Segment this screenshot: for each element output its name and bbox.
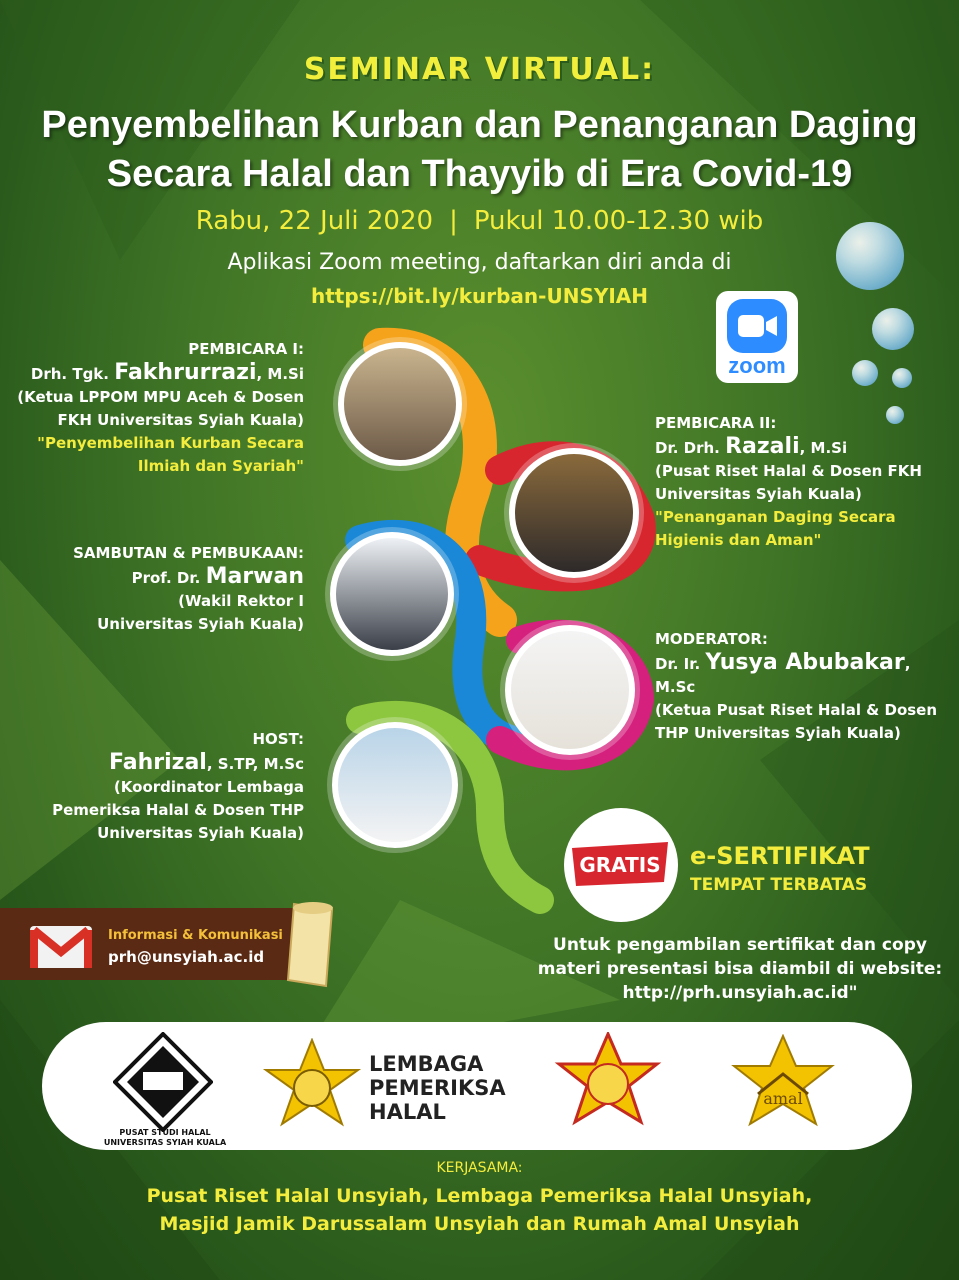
psh-line-1: PUSAT STUDI HALAL	[119, 1128, 211, 1137]
opening-name-text: Marwan	[205, 564, 304, 589]
lph-line-2: PEMERIKSA	[369, 1076, 506, 1100]
speaker1-portrait	[338, 342, 462, 466]
psh-line-2: UNIVERSITAS SYIAH KUALA	[103, 1138, 227, 1147]
gratis-ribbon-icon	[564, 808, 678, 922]
moderator-info	[655, 628, 955, 745]
date-separator: |	[449, 206, 458, 236]
moderator-name	[655, 651, 955, 699]
speaker2-suffix: , M.Si	[799, 439, 848, 457]
host-name	[0, 751, 304, 776]
gratis-text: GRATIS	[579, 853, 661, 877]
gratis-badge	[564, 808, 678, 922]
contact-label: Informasi & Komunikasi	[108, 928, 283, 943]
opening-label: SAMBUTAN & PEMBUKAAN:	[73, 544, 304, 562]
host-portrait	[332, 722, 458, 848]
gmail-icon	[30, 922, 92, 972]
lph-line-3: HALAL	[369, 1100, 446, 1124]
zoom-instruction: Aplikasi Zoom meeting, daftarkan diri anda di	[227, 250, 732, 275]
certificate-subtitle: TEMPAT TERBATAS	[690, 875, 868, 895]
speaker1-affiliation-1: (Ketua LPPOM MPU Aceh & Dosen	[17, 388, 304, 406]
speaker1-name	[0, 361, 304, 386]
opening-affiliation-2: Universitas Syiah Kuala)	[97, 615, 304, 633]
rumah-amal-logo	[728, 1034, 838, 1144]
event-date: Rabu, 22 Juli 2020	[195, 206, 434, 236]
certificate-note-3[interactable]: http://prh.unsyiah.ac.id"	[622, 983, 858, 1003]
opening-prefix: Prof. Dr.	[131, 569, 201, 587]
seminar-label: SEMINAR VIRTUAL:	[303, 52, 656, 87]
event-title-line-2: Secara Halal dan Thayyib di Era Covid-19	[106, 153, 853, 195]
moderator-affiliation-1: (Ketua Pusat Riset Halal & Dosen	[655, 701, 938, 719]
kerjasama-label: KERJASAMA:	[436, 1160, 523, 1176]
speaker1-topic-2: Ilmiah dan Syariah"	[137, 457, 304, 475]
pusat-studi-halal-text	[100, 1128, 230, 1148]
certificate-title: e-SERTIFIKAT	[690, 842, 870, 870]
unsyiah-lph-logo	[262, 1038, 362, 1138]
speaker1-name-text: Fakhrurrazi	[114, 360, 257, 385]
moderator-name-text: Yusya Abubakar	[705, 650, 905, 675]
moderator-affiliation-2: THP Universitas Syiah Kuala)	[655, 724, 901, 742]
host-affiliation-1: (Koordinator Lembaga	[113, 778, 304, 796]
host-name-text: Fahrizal	[109, 750, 207, 775]
rumah-amal-text: amal	[763, 1089, 803, 1108]
zoom-logo-text: zoom	[728, 353, 786, 378]
certificate-note-2: materi presentasi bisa diambil di website:	[537, 959, 943, 979]
kerjasama-line-2: Masjid Jamik Darussalam Unsyiah dan Rumah Amal Unsyiah	[159, 1213, 800, 1235]
speaker2-topic-2: Higienis dan Aman"	[655, 531, 822, 549]
opening-name	[0, 565, 304, 590]
speaker2-topic-1: "Penanganan Daging Secara	[655, 508, 896, 526]
opening-speaker-portrait	[330, 532, 454, 656]
pusat-studi-halal-logo	[113, 1032, 213, 1132]
masjid-jamik-logo	[553, 1032, 663, 1142]
speaker2-affiliation-1: (Pusat Riset Halal & Dosen FKH	[655, 462, 922, 480]
lph-text	[369, 1052, 506, 1124]
speaker1-label: PEMBICARA I:	[188, 340, 304, 358]
speaker2-affiliation-2: Universitas Syiah Kuala)	[655, 485, 862, 503]
speaker1-info	[0, 338, 304, 478]
host-affiliation-3: Universitas Syiah Kuala)	[97, 824, 304, 842]
host-affiliation-2: Pemeriksa Halal & Dosen THP	[52, 801, 304, 819]
speaker1-affiliation-2: FKH Universitas Syiah Kuala)	[57, 411, 304, 429]
speaker2-prefix: Dr. Drh.	[655, 439, 720, 457]
host-suffix: , S.TP, M.Sc	[206, 755, 304, 773]
host-label: HOST:	[252, 730, 304, 748]
speaker1-suffix: , M.Si	[256, 365, 304, 383]
event-title-line-1: Penyembelihan Kurban dan Penanganan Daging	[41, 104, 918, 146]
scroll-paper-icon	[282, 900, 342, 990]
moderator-suffix: , M.Sc	[655, 655, 911, 696]
moderator-portrait	[505, 625, 635, 755]
speaker1-prefix: Drh. Tgk.	[30, 365, 109, 383]
moderator-prefix: Dr. Ir.	[655, 655, 701, 673]
certificate-note-1: Untuk pengambilan sertifikat dan copy	[553, 935, 927, 955]
host-info	[0, 728, 304, 845]
registration-link[interactable]: https://bit.ly/kurban-UNSYIAH	[311, 284, 648, 308]
speaker2-info	[655, 412, 955, 552]
kerjasama-line-1: Pusat Riset Halal Unsyiah, Lembaga Pemeriksa Halal Unsyiah,	[146, 1185, 813, 1207]
opening-info	[0, 542, 304, 636]
speaker1-topic-1: "Penyembelihan Kurban Secara	[37, 434, 304, 452]
speaker2-portrait	[509, 448, 639, 578]
opening-affiliation-1: (Wakil Rektor I	[178, 592, 304, 610]
speaker2-name-text: Razali	[725, 434, 800, 459]
lph-line-1: LEMBAGA	[369, 1052, 484, 1076]
event-time: Pukul 10.00-12.30 wib	[473, 206, 764, 236]
speaker2-name	[655, 435, 955, 460]
moderator-label: MODERATOR:	[655, 630, 768, 648]
contact-email[interactable]: prh@unsyiah.ac.id	[108, 948, 265, 966]
speaker2-label: PEMBICARA II:	[655, 414, 777, 432]
certificate-note	[520, 933, 959, 1005]
